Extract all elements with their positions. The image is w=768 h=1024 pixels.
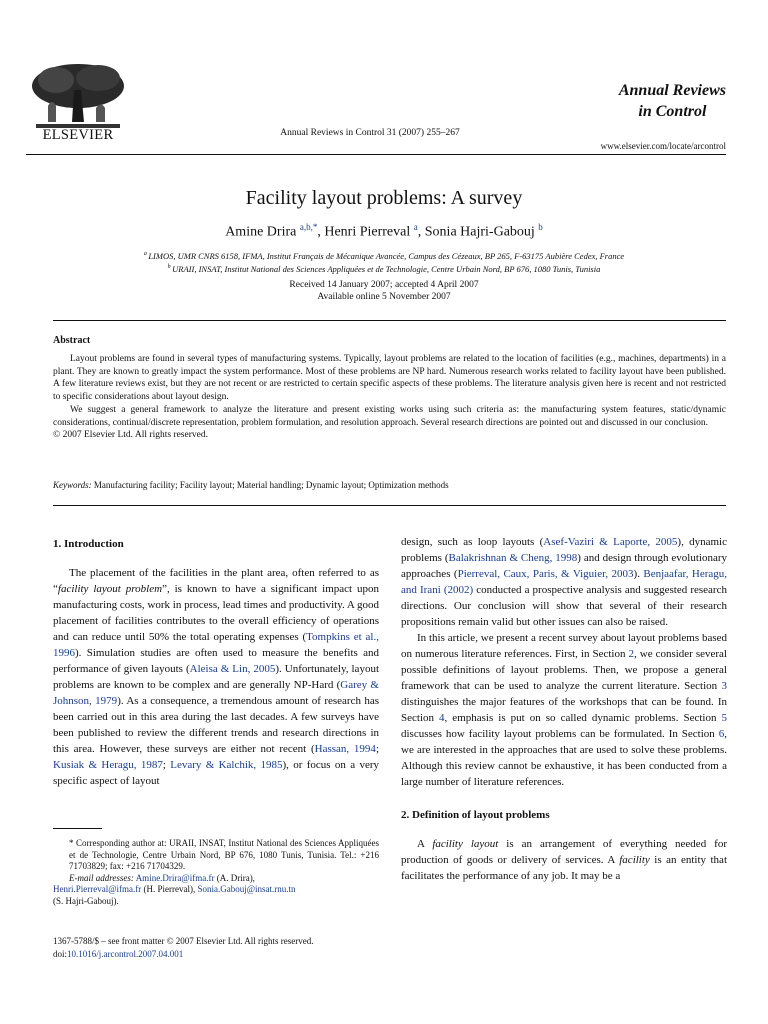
affiliation-text: LIMOS, UMR CNRS 6158, IFMA, Institut Français de Mécanique Avancée, Campus des Cézeaux, BP 265, F-63175 Aubière Cedex, France: [148, 251, 625, 261]
author-affiliation-marker[interactable]: a: [413, 222, 418, 232]
journal-title: [619, 80, 726, 122]
body-text: ). Simulation studies are often used to measure the benefits and performance of given layouts (: [53, 647, 379, 675]
section-2-heading: 2. Definition of layout problems: [401, 809, 550, 821]
author-name: Sonia Hajri-Gabouj: [424, 224, 539, 240]
abstract-paragraph-1: Layout problems are found in several types of manufacturing systems. Typically, layout problems are related to the location of facilities (e.g., machines, departments) in a plant. They are known to greatly impact the system performance. Most of these problems are NP hard. Numerous research works related to facility layout have been published. A few literature reviews exist, but they are not recent or are restricted to certain specific aspects of these problems. The literature analysis given here is recent and not restricted to specific considerations about layout design.: [53, 354, 726, 403]
email-owner-gabouj: (S. Hajri-Gabouj).: [53, 895, 119, 906]
author-separator: ,: [417, 224, 425, 240]
affiliation-marker: a: [143, 251, 149, 258]
received-dates: Received 14 January 2007; accepted 4 April 2007: [289, 280, 479, 290]
abstract-top-rule: [53, 320, 726, 321]
body-text: is an entity that facilitates the performance of any job. It may be a: [401, 854, 727, 882]
citation-link[interactable]: Aleisa & Lin, 2005: [189, 663, 276, 675]
keywords-list: Manufacturing facility; Facility layout; Material handling; Dynamic layout; Optimization methods: [93, 480, 449, 490]
author-name: Amine Drira: [225, 224, 300, 240]
elsevier-tree-logo-icon: [26, 62, 130, 132]
affiliation-b: [0, 264, 768, 274]
front-matter: [53, 935, 314, 961]
journal-title-line2: in Control: [638, 103, 707, 120]
section-1-paragraph-1: [53, 565, 379, 789]
body-text: A: [417, 838, 433, 850]
body-text: distinguishes the major features of the workshops that can be found. In Section: [401, 696, 727, 724]
doi-label: doi:: [53, 949, 68, 959]
emphasis-text: facility: [619, 854, 650, 866]
abstract-copyright: © 2007 Elsevier Ltd. All rights reserved.: [53, 430, 208, 441]
citation-link[interactable]: Balakrishnan & Cheng, 1998: [448, 552, 578, 564]
footnote: [53, 838, 379, 908]
abstract-paragraph-2: We suggest a general framework to analyze the literature and present existing works using such criteria as: the manufacturing system features, static/dynamic considerations, continual/discrete representation, problem formulation, and resolution approach. Several research directions are pointed out and discussed in our conclusion.: [53, 404, 726, 428]
body-text: conducted a prospective analysis and suggested research directions. Our conclusion will show that several of their research propositions remain valid but other issues can also be raised.: [401, 584, 727, 628]
section-1-paragraph-2: [401, 534, 727, 630]
email-addresses-cont: [53, 884, 379, 896]
body-text: , we consider several possible definitions of layout problems. Then, we propose a general framework that can be used to analyze the current literature. Section: [401, 648, 727, 692]
author-affiliation-marker[interactable]: a,b,*: [299, 222, 318, 232]
body-text: ), dynamic problems (: [401, 536, 727, 564]
body-text: ;: [375, 743, 379, 755]
citation-link[interactable]: 4: [439, 712, 445, 724]
keywords-label: Keywords:: [53, 480, 92, 490]
author-name: Henri Pierreval: [324, 224, 414, 240]
body-text: , we are interested in the approaches that are used to solve these problems. Although this review cannot be exhaustive, it has been conducted from a large number of literature references.: [401, 728, 727, 788]
citation-link[interactable]: 2: [628, 648, 634, 660]
citation-link[interactable]: Hassan, 1994: [314, 743, 376, 755]
email-link-pierreval[interactable]: Henri.Pierreval@ifma.fr: [53, 884, 142, 895]
section-1-paragraph-3: [401, 630, 727, 790]
affiliation-a: [0, 251, 768, 261]
citation-link[interactable]: 3: [721, 680, 727, 692]
section-2-paragraph-1: [401, 836, 727, 884]
citation-link[interactable]: Pierreval, Caux, Paris, & Viguier, 2003: [457, 568, 634, 580]
citation-link[interactable]: Kusiak & Heragu, 1987: [53, 759, 163, 771]
citation-link[interactable]: Benjaafar, Heragu, and Irani (2002): [401, 568, 728, 596]
issn-line: 1367-5788/$ – see front matter © 2007 Elsevier Ltd. All rights reserved.: [53, 936, 314, 946]
emphasis-text: facility layout problem: [57, 583, 163, 595]
abstract-heading: Abstract: [53, 335, 91, 346]
author-separator: ,: [317, 224, 325, 240]
body-text: , emphasis is put on so called dynamic problems. Section: [444, 712, 722, 724]
email-label: E-mail addresses:: [69, 872, 134, 883]
citation-link[interactable]: Asef-Vaziri & Laporte, 2005: [543, 536, 678, 548]
keywords: [53, 480, 449, 490]
publisher-name: ELSEVIER: [42, 127, 114, 143]
journal-url-link[interactable]: www.elsevier.com/locate/arcontrol: [600, 141, 726, 151]
body-text: The placement of the facilities in the plant area, often referred to as “: [53, 567, 379, 595]
body-text: design, such as loop layouts (: [401, 536, 544, 548]
email-link-drira[interactable]: Amine.Drira@ifma.fr: [135, 872, 215, 883]
citation-link[interactable]: Garey & Johnson, 1979: [53, 679, 379, 707]
doi-line: [53, 948, 314, 961]
body-text: discusses how facility layout problems can be formulated. In Section: [401, 728, 719, 740]
body-text: ).: [633, 568, 644, 580]
citation-link[interactable]: 5: [721, 712, 727, 724]
body-text: ;: [162, 759, 171, 771]
email-addresses: [53, 873, 379, 885]
citation-link[interactable]: 6: [718, 728, 725, 740]
journal-title-line1: Annual Reviews: [618, 82, 726, 99]
header-rule: [26, 154, 726, 155]
citation-link[interactable]: Tompkins et al., 1996: [53, 631, 379, 659]
author-list: [0, 222, 768, 241]
journal-citation: Annual Reviews in Control 31 (2007) 255–267: [280, 128, 460, 138]
abstract-bottom-rule: [53, 505, 726, 506]
citation-link[interactable]: Levary & Kalchik, 1985: [170, 759, 283, 771]
email-link-gabouj[interactable]: Sonia.Gabouj@insat.rnu.tn: [197, 884, 296, 895]
article-title: Facility layout problems: A survey: [245, 187, 523, 209]
section-1-heading: 1. Introduction: [53, 538, 124, 550]
email-owner-drira: (A. Drira),: [214, 872, 255, 883]
online-date: Available online 5 November 2007: [317, 292, 451, 302]
author-affiliation-marker[interactable]: b: [538, 222, 543, 232]
right-column: [401, 534, 727, 884]
doi-link[interactable]: 10.1016/j.arcontrol.2007.04.001: [67, 949, 184, 959]
body-text: ). Unfortunately, layout problems are known to be complex and are generally NP-Hard (: [53, 663, 379, 691]
emphasis-text: facility layout: [432, 838, 499, 850]
body-text: is an arrangement of everything needed for production of goods or delivery of services. A: [401, 838, 727, 866]
footnote-rule: [53, 828, 102, 829]
email-owner-pierreval: (H. Pierreval),: [141, 884, 198, 895]
affiliation-text: URAII, INSAT, Institut National des Sciences Appliquées et de Technologie, Centre Urbain Nord, BP 676, 1080 Tunis, Tunisia: [172, 264, 601, 274]
body-text: In this article, we present a recent survey about layout problems based on numerous literature references. First, in Section: [401, 632, 727, 660]
corresponding-author-note: * Corresponding author at: URAII, INSAT, Institut National des Sciences Appliquées et de Technologie, Centre Urbain Nord, BP 676, 1080 Tunis, Tunisia. Tel.: +216 71703829; fax: +216 71704329.: [69, 838, 379, 872]
body-text: ) and design through evolutionary approaches (: [401, 552, 727, 580]
body-text: ). As a consequence, a tremendous amount of research has been carried out in this area during the last decades. A few surveys have been published to review the different trends and research directions in this area. However, these surveys are either not recent (: [53, 695, 380, 755]
body-text: ), or focus on a very specific aspect of layout: [53, 759, 379, 787]
abstract-text: [53, 353, 726, 442]
body-text: ”, is known to have a significant impact upon manufacturing costs, work in process, lead times and productivity. A good placement of facilities contributes to the overall efficiency of operations and can reduce until 50% the total operating expenses (: [53, 583, 380, 643]
left-column: [53, 536, 379, 789]
affiliation-marker: b: [167, 264, 173, 271]
